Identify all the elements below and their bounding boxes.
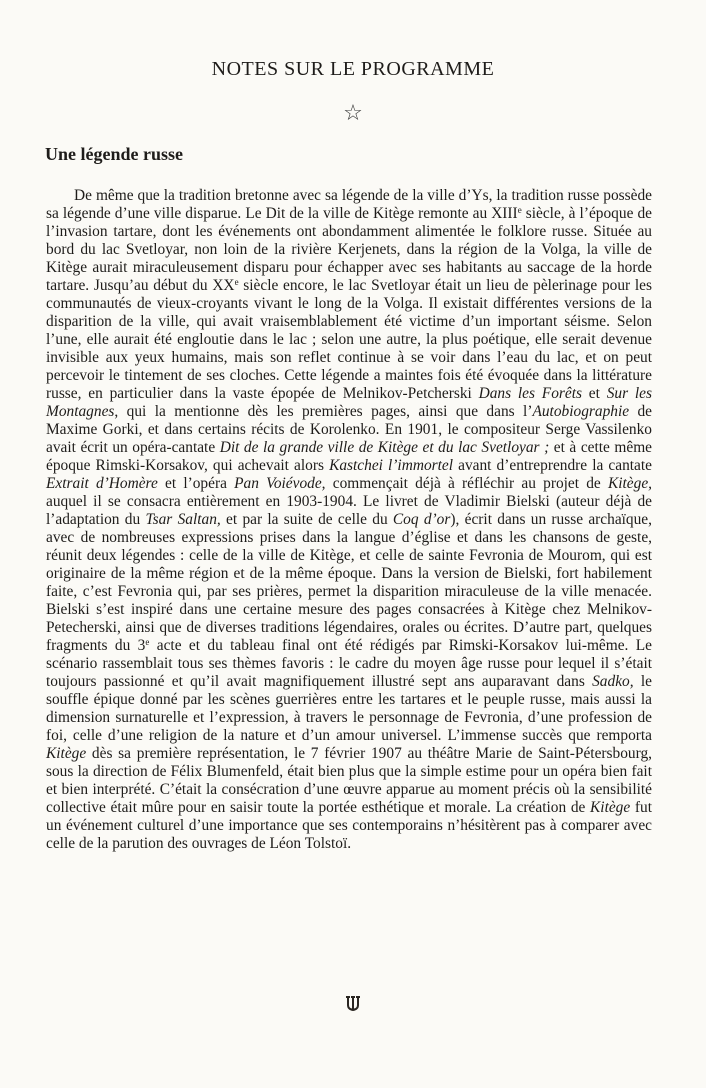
section-heading: Une légende russe: [45, 144, 183, 164]
ornament-icon: [0, 996, 706, 1017]
star-icon: ☆: [343, 101, 363, 126]
page-title: NOTES SUR LE PROGRAMME: [211, 58, 495, 80]
body-paragraph: De même que la tradition bretonne avec sa légende de la ville d’Ys, la tradition russe possède sa légende d’une ville disparue. Le Dit de la ville de Kitège remonte au XIIIe siècle, à l’époque de l’invasion tartare, dont les événements ont abondamment alimentée le folklore russe. Située au bord du lac Svetloyar, non loin de la rivière Kerjenets, dans la région de la Volga, la ville de Kitège aurait miraculeusement disparu pour échapper avec ses habitants au saccage de la horde tartare. Jusqu’au début du XXe siècle encore, le lac Svetloyar était un lieu de pèlerinage pour les communautés de vieux-croyants vivant le long de la Volga. Il existait différentes versions de la disparition de la ville, qui avait vraisemblablement été victime d’un important séisme. Selon l’une, elle aurait été engloutie dans le lac ; selon une autre, la plus poétique, elle serait devenue invisible aux yeux humains, mais son reflet continue à se voir dans l’eau du lac, et on peut percevoir le tintement de ses cloches. Cette légende a maintes fois été évoquée dans la littérature russe, en particulier dans la vaste épopée de Melnikov-Petcherski Dans les Forêts et Sur les Montagnes, qui la mentionne dès les premières pages, ainsi que dans l’Autobiographie de Maxime Gorki, et dans certains récits de Korolenko. En 1901, le compositeur Serge Vassilenko avait écrit un opéra-cantate Dit de la grande ville de Kitège et du lac Svetloyar ; et à cette même époque Rimski-Korsakov, qui achevait alors Kastchei l’immortel avant d’entreprendre la cantate Extrait d’Homère et l’opéra Pan Voiévode, commençait déjà à réfléchir au projet de Kitège, auquel il se consacra entièrement en 1903-1904. Le livret de Vladimir Bielski (auteur déjà de l’adaptation du Tsar Saltan, et par la suite de celle du Coq d’or), écrit dans un russe archaïque, avec de nombreuses expressions prises dans la langue d’église et dans les chansons de geste, réunit deux légendes : celle de la ville de Kitège, et celle de sainte Fevronia de Mourom, qui est originaire de la même région et de la même époque. Dans la version de Bielski, fort habilement faite, c’est Fevronia qui, par ses prières, permet la disparition miraculeuse de la ville menacée. Bielski s’est inspiré dans une certaine mesure des pages consacrées à Kitège chez Melnikov-Petecherski, ainsi que de diverses traditions légendaires, orales ou écrites. D’autre part, quelques fragments du 3e acte et du tableau final ont été rédigés par Rimski-Korsakov lui-même. Le scénario rassemblait tous ses thèmes favoris : le cadre du moyen âge russe pour lequel il s’était toujours passionné et qu’il avait magnifiquement illustré sept ans auparavant dans Sadko, le souffle épique donné par les scènes guerrières entre les tartares et le peuple russe, mais aussi la dimension surnaturelle et l’expression, à travers le personnage de Fevronia, d’une profession de foi, celle d’une religion de la nature et d’un amour universel. L’immense succès que remporta Kitège dès sa première représentation, le 7 février 1907 au théâtre Marie de Saint-Pétersbourg, sous la direction de Félix Blumenfeld, était bien plus que la simple estime pour un opéra bien fait et bien interprété. C’était la consécration d’une œuvre apparue au moment précis où la sensibilité collective était mûre pour en saisir toute la portée esthétique et morale. La création de Kitège fut un événement culturel d’une importance que ses contemporains n’hésitèrent pas à comparer avec celle de la parution des ouvrages de Léon Tolstoï.: [46, 187, 653, 852]
